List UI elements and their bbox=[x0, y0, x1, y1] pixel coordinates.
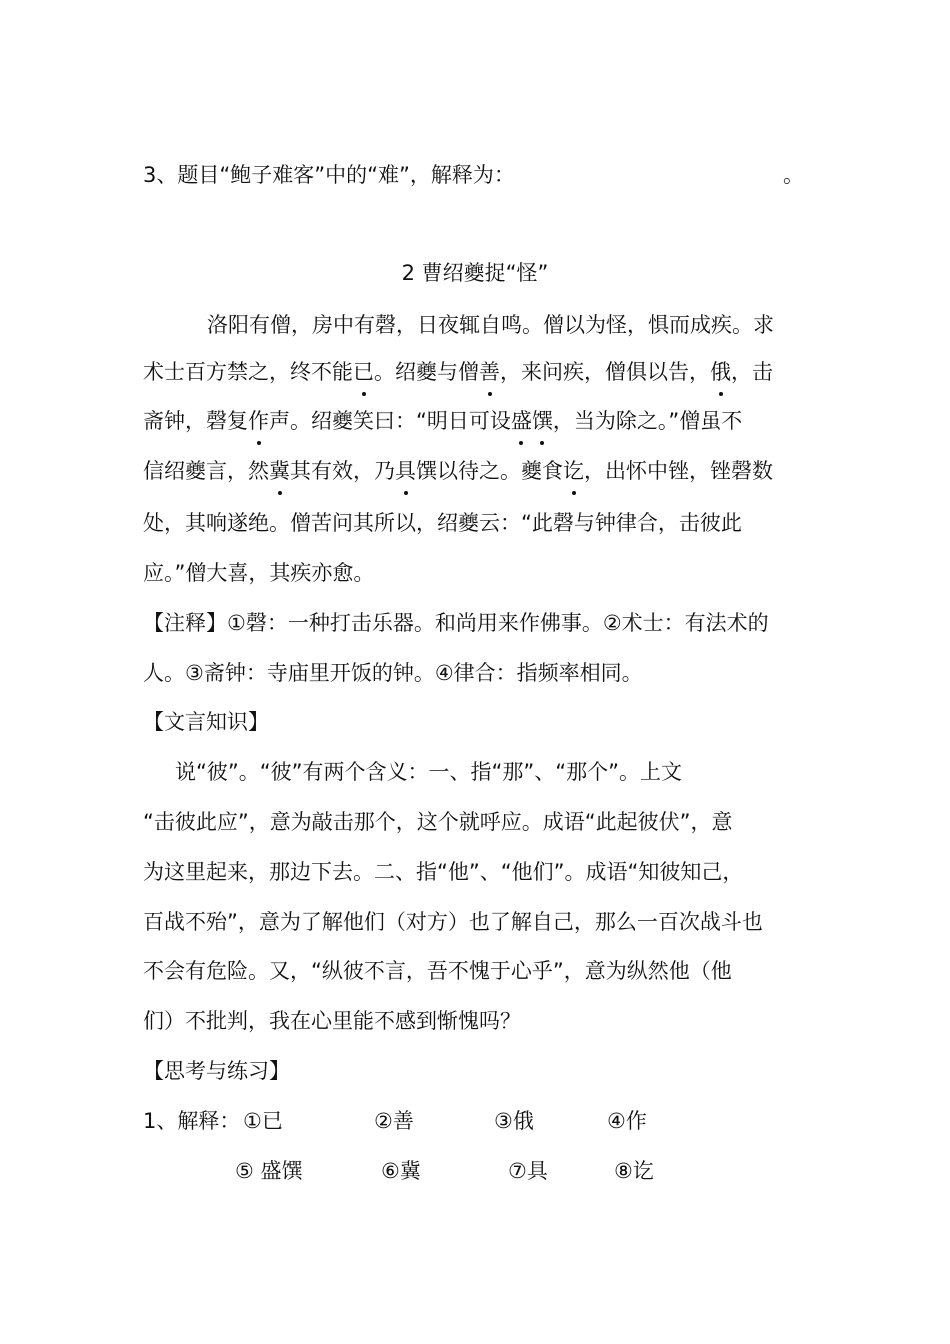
exercise-item: ②善 bbox=[374, 1109, 414, 1133]
text: 斋钟，磬复 bbox=[143, 409, 248, 433]
dotted-word-zhuan: 馔 bbox=[532, 406, 553, 436]
question-3: 3、题目“鲍子难客”中的“难”，解释为： bbox=[143, 163, 515, 187]
question-1-label: 1、解释： bbox=[143, 1109, 241, 1133]
dotted-word-shan: 善 bbox=[479, 357, 500, 387]
text: ，来问疾，僧俱以告， bbox=[500, 360, 710, 384]
exercise-item: ⑥冀 bbox=[381, 1159, 421, 1183]
passage-line-6: 应。”僧大喜，其疾亦愈。 bbox=[143, 561, 375, 585]
text: 信绍夔言，然 bbox=[143, 459, 269, 483]
passage-line-4 bbox=[143, 456, 773, 486]
knowledge-line-5: 不会有危险。又，“纵彼不言，吾不愧于心乎”，意为纵然他（他 bbox=[143, 959, 732, 983]
question-3-end: 。 bbox=[783, 163, 804, 187]
knowledge-line-2: “击彼此应”，意为敲击那个，这个就呼应。成语“此起彼伏”，意 bbox=[143, 810, 733, 834]
dotted-word-yi: 已 bbox=[353, 357, 374, 387]
dotted-word-sheng: 盛 bbox=[511, 406, 532, 436]
text: 声。绍夔笑曰：“明日可设 bbox=[269, 409, 511, 433]
text: 。绍夔与僧 bbox=[374, 360, 479, 384]
exercise-item: ⑦具 bbox=[508, 1159, 548, 1183]
notes-line-2: 人。③斋钟：寺庙里开饭的钟。④律合：指频率相同。 bbox=[143, 661, 643, 685]
passage-line-1: 洛阳有僧，房中有磬，日夜辄自鸣。僧以为怪，惧而成疾。求 bbox=[207, 313, 774, 337]
knowledge-heading: 【文言知识】 bbox=[143, 710, 269, 734]
passage-line-2 bbox=[143, 357, 773, 387]
notes-line-1: 【注释】①磬：一种打击乐器。和尚用来作佛事。②术士：有法术的 bbox=[143, 611, 769, 635]
passage-line-3 bbox=[143, 406, 742, 436]
practice-heading: 【思考与练习】 bbox=[143, 1059, 290, 1083]
dotted-word-ju: 具 bbox=[395, 456, 416, 486]
knowledge-line-6: 们）不批判，我在心里能不感到惭愧吗？ bbox=[143, 1009, 521, 1033]
text: ，当为除之。”僧虽不 bbox=[552, 409, 743, 433]
dotted-word-qi: 讫 bbox=[563, 456, 584, 486]
knowledge-line-3: 为这里起来，那边下去。二、指“他”、“他们”。成语“知彼知己， bbox=[143, 860, 744, 884]
knowledge-line-1: 说“彼”。“彼”有两个含义：一、指“那”、“那个”。上文 bbox=[175, 760, 683, 784]
dotted-word-zuo: 作 bbox=[248, 406, 269, 436]
exercise-item: ⑧讫 bbox=[614, 1159, 654, 1183]
exercise-item: ①已 bbox=[243, 1109, 283, 1133]
knowledge-line-4: 百战不殆”，意为了解他们（对方）也了解自己，那么一百次战斗也 bbox=[143, 910, 763, 934]
exercise-item: ④作 bbox=[607, 1109, 647, 1133]
text: ，击 bbox=[731, 360, 773, 384]
passage-line-5: 处，其响遂绝。僧苦问其所以，绍夔云：“此磬与钟律合，击彼此 bbox=[143, 511, 742, 535]
dotted-word-ji: 冀 bbox=[269, 456, 290, 486]
text: 其有效，乃 bbox=[290, 459, 395, 483]
exercise-item: ③俄 bbox=[494, 1109, 534, 1133]
text: 馔以待之。夔食 bbox=[416, 459, 563, 483]
text: 术士百方禁之，终不能 bbox=[143, 360, 353, 384]
dotted-word-e: 俄 bbox=[710, 357, 731, 387]
text: ，出怀中锉，锉磬数 bbox=[584, 459, 773, 483]
passage-title: 2 曹绍夔捉“怪” bbox=[401, 261, 549, 285]
exercise-item: ⑤ 盛馔 bbox=[235, 1159, 303, 1183]
